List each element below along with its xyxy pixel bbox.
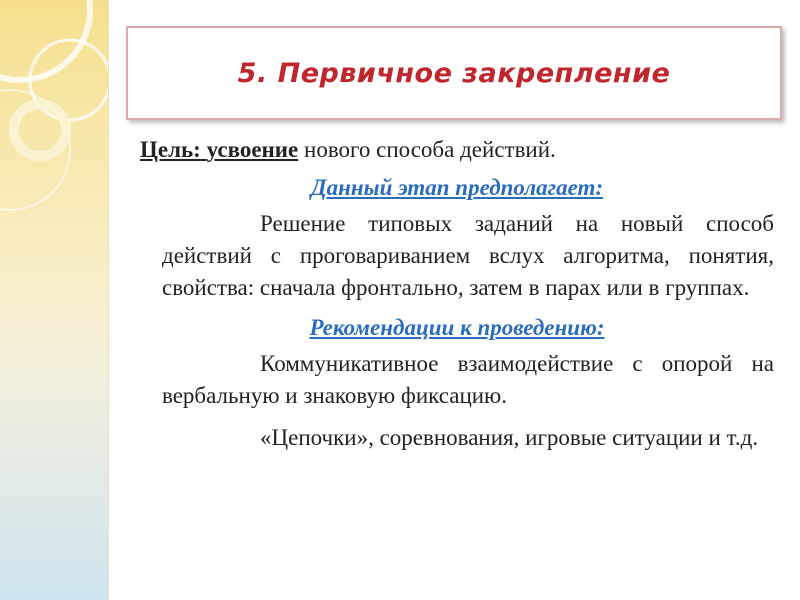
recommendation-games: «Цепочки», соревнования, игровые ситуации и т.д. <box>260 425 759 450</box>
sidebar-divider <box>108 0 109 600</box>
goal-label <box>140 137 298 162</box>
recommendation-communication: Коммуникативное взаимодействие с опорой на вербальную и знаковую фиксацию. <box>162 351 774 408</box>
slide-content <box>140 134 774 462</box>
section-heading-recommendations: Рекомендации к проведению: <box>309 315 605 340</box>
section-heading-stage: Данный этап предполагает: <box>310 175 604 200</box>
goal-text: нового способа действий. <box>304 137 556 162</box>
decorative-circles <box>0 0 108 600</box>
goal-emphasis: усвоение <box>206 137 299 162</box>
decorative-sidebar <box>0 0 108 600</box>
slide-title: 5. Первичное закрепление <box>237 57 671 89</box>
goal-label-text: Цель: <box>140 137 201 162</box>
stage-description: Решение типовых заданий на новый способ действий с проговариванием вслух алгоритма, понятия, свойства: сначала фронтально, затем в парах или в группах. <box>162 211 774 300</box>
goal-line <box>140 134 774 166</box>
title-box <box>126 26 782 120</box>
